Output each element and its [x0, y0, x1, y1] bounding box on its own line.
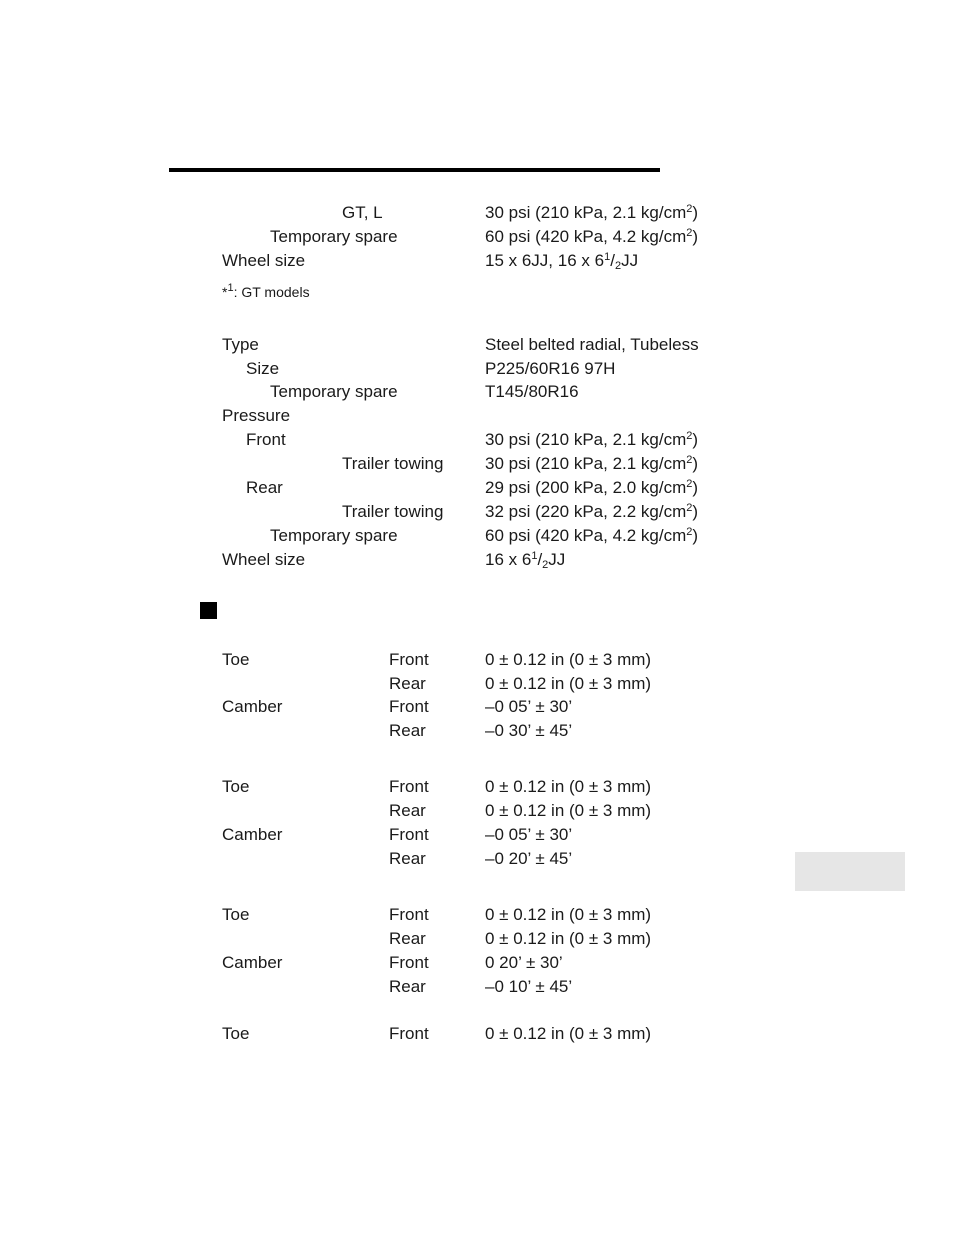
- wheel-size-value: 16 x $6^1/_2JJ$: [485, 550, 566, 571]
- gt-l-label: GT, L: [342, 203, 383, 222]
- spare-size-label: Temporary spare: [270, 382, 398, 401]
- rear-pressure-value: 29 psi (200 kPa, 2.0 $kg/cm^2$): [485, 478, 699, 497]
- front-towing-value: 30 psi (210 kPa, 2.1 $kg/cm^2$): [485, 454, 699, 473]
- section-rule: [169, 168, 660, 172]
- temp-spare-pressure-value: 60 psi (420 kPa, 4.2 $kg/cm^2$): [485, 526, 699, 545]
- align-value: –0 05’ ± 30’: [485, 825, 573, 844]
- align-axle: Rear: [389, 929, 426, 948]
- align-value: 0 ± 0.12 in (0 ± 3 mm): [485, 929, 652, 948]
- align-axle: Rear: [389, 849, 426, 868]
- temp-spare-label: Temporary spare: [270, 227, 398, 246]
- wheel-size-label: Wheel size: [222, 251, 306, 270]
- align-param: Toe: [222, 1024, 250, 1043]
- align-value: –0 20’ ± 45’: [485, 849, 573, 868]
- chapter-tab: [795, 852, 905, 891]
- rear-pressure-label: Rear: [246, 478, 283, 497]
- align-param: Camber: [222, 953, 283, 972]
- align-axle: Front: [389, 1024, 429, 1043]
- pressure-label: Pressure: [222, 406, 291, 425]
- footnote: *$^1$: GT models: [222, 282, 310, 300]
- rear-towing-label: Trailer towing: [342, 502, 444, 521]
- tire-type-value: Steel belted radial, Tubeless: [485, 335, 699, 354]
- align-axle: Front: [389, 905, 429, 924]
- wheel-size-value: 15 x 6JJ, 16 x $6^1/_2JJ$: [485, 251, 639, 272]
- align-axle: Front: [389, 953, 429, 972]
- rear-towing-value: 32 psi (220 kPa, 2.2 $kg/cm^2$): [485, 502, 699, 521]
- temp-spare-label: Temporary spare: [270, 526, 398, 545]
- align-param: Camber: [222, 825, 283, 844]
- align-axle: Front: [389, 697, 429, 716]
- front-pressure-label: Front: [246, 430, 286, 449]
- align-axle: Front: [389, 777, 429, 796]
- front-towing-label: Trailer towing: [342, 454, 444, 473]
- align-value: 0 ± 0.12 in (0 ± 3 mm): [485, 1024, 652, 1043]
- tire-size-value: P225/60R16 97H: [485, 359, 616, 378]
- gt-l-pressure-value: 30 psi (210 kPa, 2.1 $kg/cm^2$): [485, 203, 699, 222]
- spare-size-value: T145/80R16: [485, 382, 579, 401]
- align-param: Toe: [222, 905, 250, 924]
- align-value: 0 ± 0.12 in (0 ± 3 mm): [485, 777, 652, 796]
- wheel-size-label: Wheel size: [222, 550, 306, 569]
- temp-spare-pressure-value: 60 psi (420 kPa, 4.2 $kg/cm^2$): [485, 227, 699, 246]
- align-value: 0 ± 0.12 in (0 ± 3 mm): [485, 801, 652, 820]
- front-pressure-value: 30 psi (210 kPa, 2.1 $kg/cm^2$): [485, 430, 699, 449]
- align-axle: Rear: [389, 801, 426, 820]
- align-axle: Front: [389, 650, 429, 669]
- align-value: 0 ± 0.12 in (0 ± 3 mm): [485, 674, 652, 693]
- align-param: Camber: [222, 697, 283, 716]
- tire-type-label: Type: [222, 335, 259, 354]
- align-axle: Rear: [389, 977, 426, 996]
- section-marker-icon: [200, 602, 217, 619]
- align-value: 0 ± 0.12 in (0 ± 3 mm): [485, 905, 652, 924]
- align-axle: Rear: [389, 674, 426, 693]
- align-value: –0 05’ ± 30’: [485, 697, 573, 716]
- align-param: Toe: [222, 650, 250, 669]
- align-axle: Rear: [389, 721, 426, 740]
- align-value: –0 10’ ± 45’: [485, 977, 573, 996]
- align-param: Toe: [222, 777, 250, 796]
- align-axle: Front: [389, 825, 429, 844]
- align-value: 0 20’ ± 30’: [485, 953, 563, 972]
- align-value: 0 ± 0.12 in (0 ± 3 mm): [485, 650, 652, 669]
- tire-size-label: Size: [246, 359, 280, 378]
- align-value: –0 30’ ± 45’: [485, 721, 573, 740]
